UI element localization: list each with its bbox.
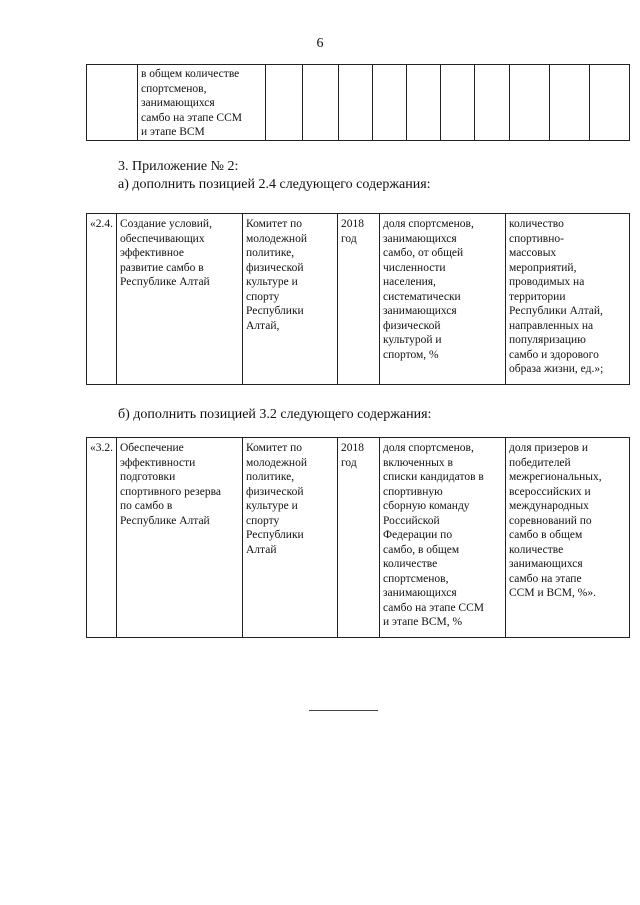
section-heading: 3. Приложение № 2: <box>118 159 239 174</box>
executor: Комитет по молодежной политике, физической культуре и спорту Республики Алтай <box>243 438 338 638</box>
measure-name: Обеспечение эффективности подготовки спортивного резерва по самбо в Республике Алтай <box>117 438 243 638</box>
table-row <box>87 214 630 385</box>
table-cell <box>407 65 441 141</box>
page-number: 6 <box>316 36 324 51</box>
position-number: «2.4. <box>87 214 117 385</box>
table-cell-text: в общем количестве спортсменов, занимающихся самбо на этапе ССМ и этапе ВСМ <box>138 65 266 141</box>
table-continuation <box>86 64 630 141</box>
end-divider <box>309 710 378 711</box>
year: 2018 год <box>338 214 380 385</box>
table-row <box>87 438 630 638</box>
table-cell <box>373 65 407 141</box>
indicator: доля спортсменов, занимающихся самбо, от общей численности населения, систематически занимающихся физической культурой и спортом, % <box>380 214 506 385</box>
year: 2018 год <box>338 438 380 638</box>
result: количество спортивно- массовых мероприятий, проводимых на территории Республики Алтай, направленных на популяризацию самбо и здорового образа жизни, ед.»; <box>506 214 630 385</box>
indicator: доля спортсменов, включенных в списки кандидатов в спортивную сборную команду Российской Федерации по самбо, в общем количестве спортсменов, занимающихся самбо на этапе ССМ и этапе ВСМ, % <box>380 438 506 638</box>
executor: Комитет по молодежной политике, физической культуре и спорту Республики Алтай, <box>243 214 338 385</box>
result: доля призеров и победителей межрегиональных, всероссийских и международных соревнований по самбо в общем количестве занимающихся самбо на этапе ССМ и ВСМ, %». <box>506 438 630 638</box>
table-cell <box>303 65 339 141</box>
table-cell <box>510 65 550 141</box>
table-row <box>87 65 630 141</box>
measure-name: Создание условий, обеспечивающих эффективное развитие самбо в Республике Алтай <box>117 214 243 385</box>
table-cell <box>590 65 630 141</box>
table-cell <box>87 65 138 141</box>
item-a-text: а) дополнить позицией 2.4 следующего содержания: <box>118 177 431 192</box>
table-cell <box>339 65 373 141</box>
table-cell <box>550 65 590 141</box>
table-cell <box>441 65 475 141</box>
table-cell <box>266 65 303 141</box>
table-cell <box>475 65 510 141</box>
position-number: «3.2. <box>87 438 117 638</box>
table-position-2-4 <box>86 213 630 385</box>
table-position-3-2 <box>86 437 630 638</box>
item-b-text: б) дополнить позицией 3.2 следующего содержания: <box>118 407 432 422</box>
